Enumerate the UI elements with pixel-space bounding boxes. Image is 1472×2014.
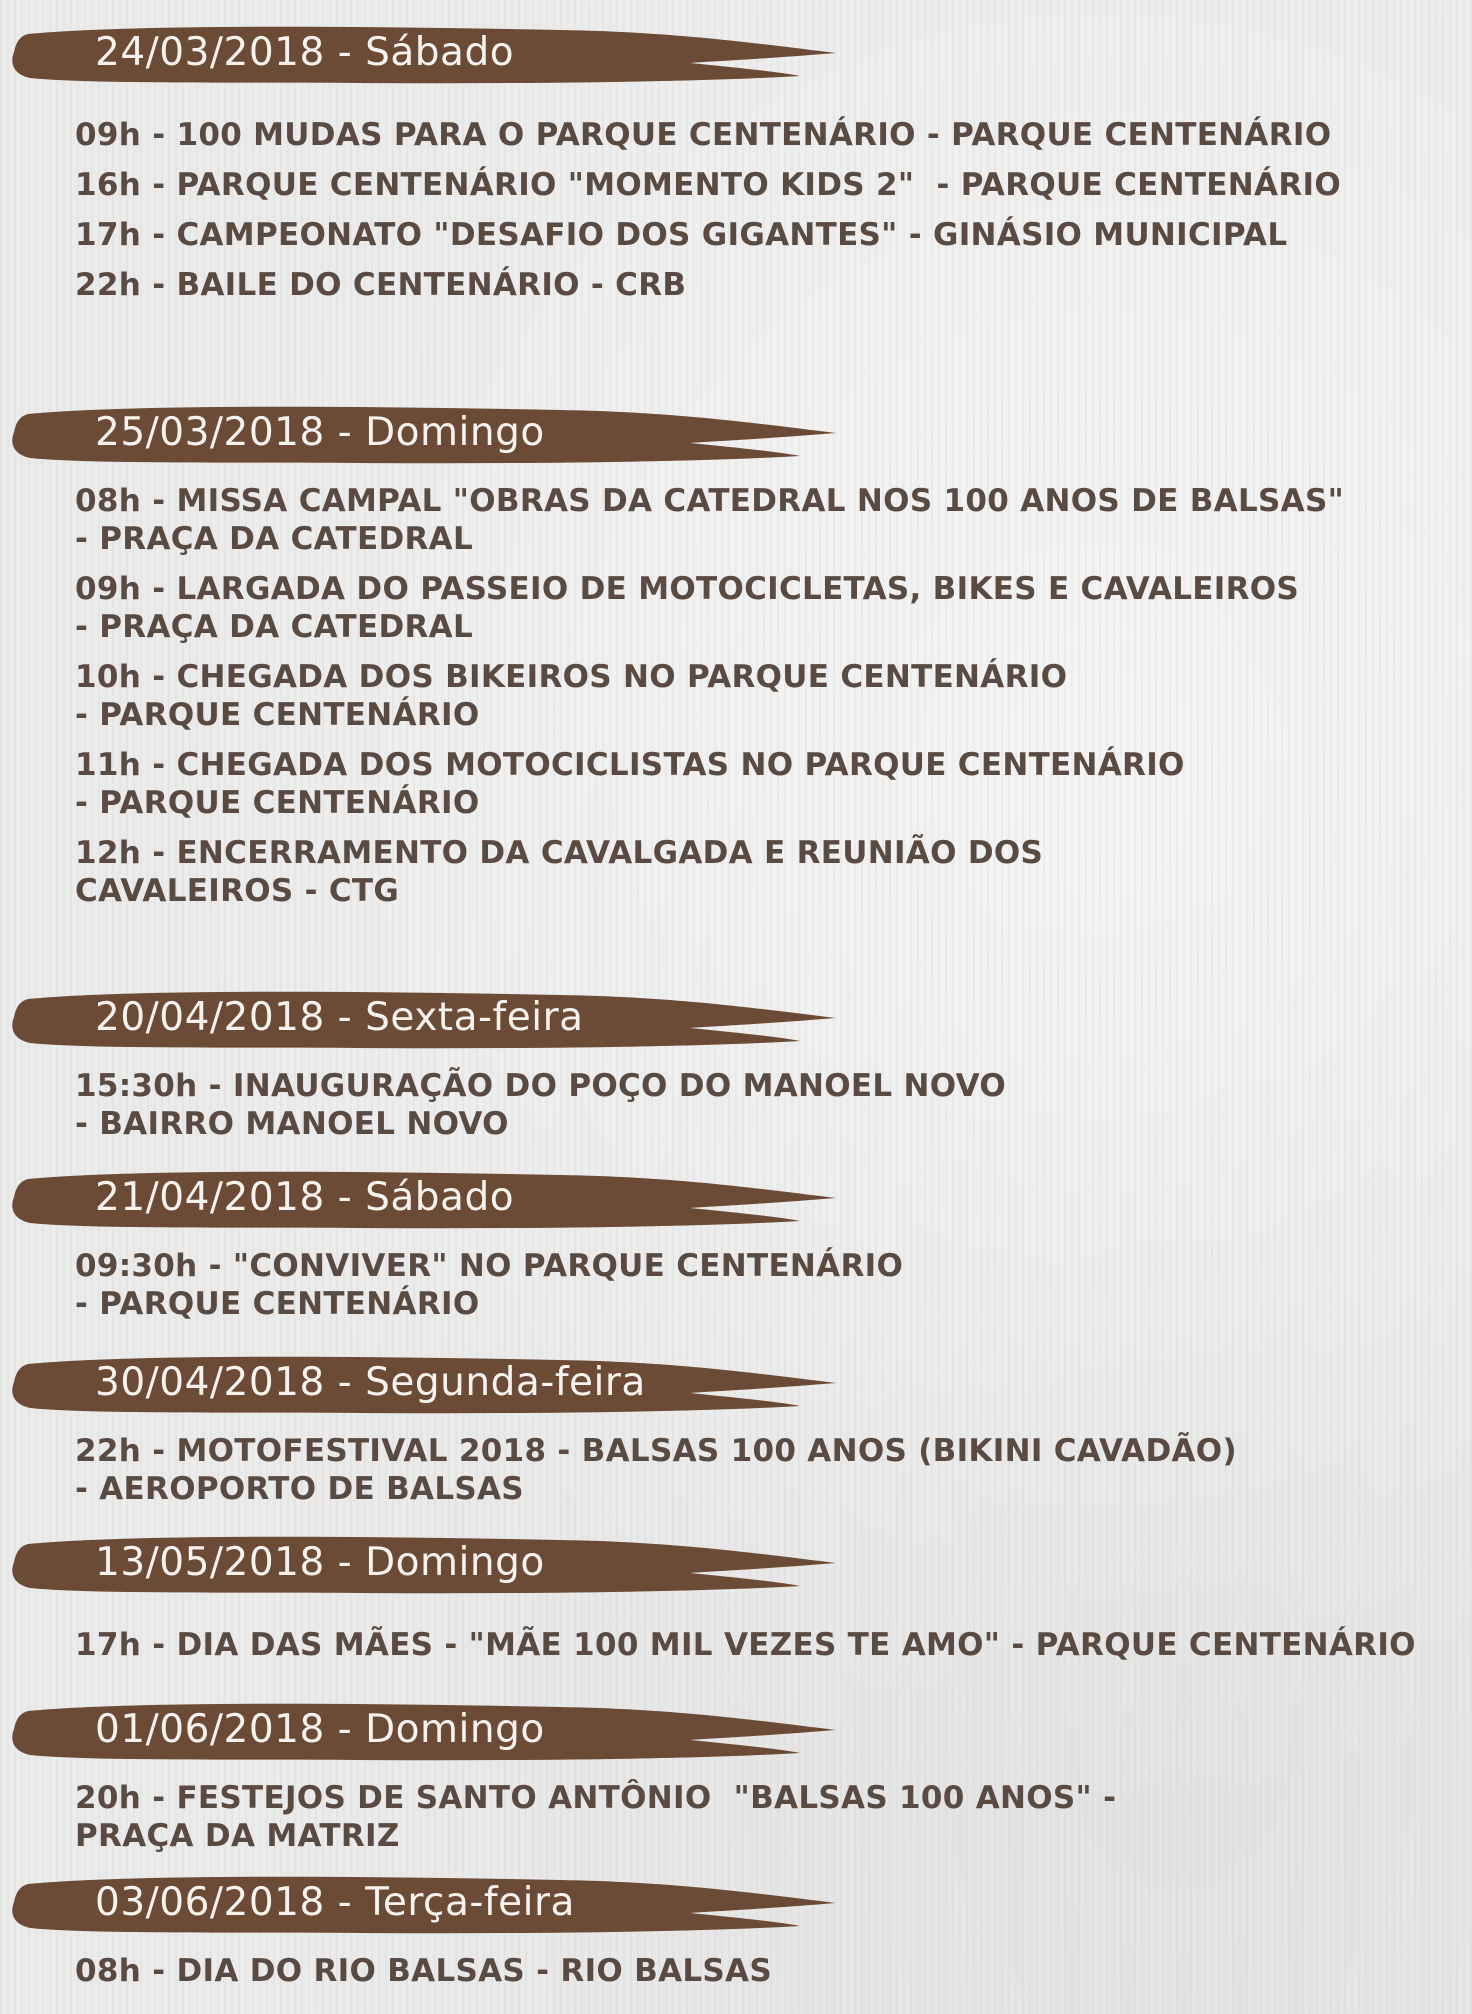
event-item: 17h - DIA DAS MÃES - "MÃE 100 MIL VEZES TE AMO" - PARQUE CENTENÁRIO: [75, 1627, 1416, 1663]
date-heading: 01/06/2018 - Domingo: [95, 1707, 545, 1752]
day-section: [0, 1350, 1472, 1508]
date-banner: [0, 1350, 840, 1420]
event-item: 12h - ENCERRAMENTO DA CAVALGADA E REUNIÃO DOS CAVALEIROS - CTG: [75, 835, 1044, 909]
date-banner: [0, 1530, 840, 1600]
day-section: [0, 985, 1472, 1143]
event-item: 08h - DIA DO RIO BALSAS - RIO BALSAS: [75, 1953, 772, 1989]
date-heading: 20/04/2018 - Sexta-feira: [95, 995, 584, 1040]
event-list: [75, 482, 1455, 910]
event-list: [75, 1247, 1455, 1323]
event-item: 11h - CHEGADA DOS MOTOCICLISTAS NO PARQUE CENTENÁRIO - PARQUE CENTENÁRIO: [75, 747, 1185, 821]
day-section: [0, 1870, 1472, 1990]
day-section: [0, 1165, 1472, 1323]
date-heading: 03/06/2018 - Terça-feira: [95, 1880, 575, 1925]
date-banner: [0, 1870, 840, 1940]
day-section: [0, 1530, 1472, 1664]
event-item: 17h - CAMPEONATO "DESAFIO DOS GIGANTES" - GINÁSIO MUNICIPAL: [75, 217, 1288, 253]
date-banner: [0, 985, 840, 1055]
date-heading: 13/05/2018 - Domingo: [95, 1540, 545, 1585]
date-banner: [0, 20, 840, 90]
event-item: 16h - PARQUE CENTENÁRIO "MOMENTO KIDS 2" - PARQUE CENTENÁRIO: [75, 167, 1341, 203]
event-item: 22h - MOTOFESTIVAL 2018 - BALSAS 100 ANOS (BIKINI CAVADÃO) - AEROPORTO DE BALSAS: [75, 1433, 1237, 1507]
date-heading: 30/04/2018 - Segunda-feira: [95, 1360, 646, 1405]
event-item: 15:30h - INAUGURAÇÃO DO POÇO DO MANOEL NOVO - BAIRRO MANOEL NOVO: [75, 1068, 1007, 1142]
event-item: 09h - 100 MUDAS PARA O PARQUE CENTENÁRIO - PARQUE CENTENÁRIO: [75, 117, 1332, 153]
event-list: [75, 1952, 1455, 1990]
event-item: 20h - FESTEJOS DE SANTO ANTÔNIO "BALSAS 100 ANOS" - PRAÇA DA MATRIZ: [75, 1780, 1117, 1854]
event-list: [75, 1626, 1455, 1664]
event-list: [75, 1779, 1455, 1855]
event-item: 08h - MISSA CAMPAL "OBRAS DA CATEDRAL NOS 100 ANOS DE BALSAS" - PRAÇA DA CATEDRAL: [75, 483, 1345, 557]
date-heading: 24/03/2018 - Sábado: [95, 30, 515, 75]
date-banner: [0, 1697, 840, 1767]
date-heading: 21/04/2018 - Sábado: [95, 1175, 515, 1220]
event-item: 09h - LARGADA DO PASSEIO DE MOTOCICLETAS, BIKES E CAVALEIROS - PRAÇA DA CATEDRAL: [75, 571, 1300, 645]
date-banner: [0, 400, 840, 470]
day-section: [0, 20, 1472, 304]
date-heading: 25/03/2018 - Domingo: [95, 410, 545, 455]
event-item: 10h - CHEGADA DOS BIKEIROS NO PARQUE CENTENÁRIO - PARQUE CENTENÁRIO: [75, 659, 1068, 733]
event-list: [75, 1067, 1455, 1143]
event-item: 09:30h - "CONVIVER" NO PARQUE CENTENÁRIO - PARQUE CENTENÁRIO: [75, 1248, 904, 1322]
event-list: [75, 116, 1455, 304]
event-list: [75, 1432, 1455, 1508]
event-item: 22h - BAILE DO CENTENÁRIO - CRB: [75, 267, 687, 303]
day-section: [0, 400, 1472, 910]
day-section: [0, 1697, 1472, 1855]
date-banner: [0, 1165, 840, 1235]
